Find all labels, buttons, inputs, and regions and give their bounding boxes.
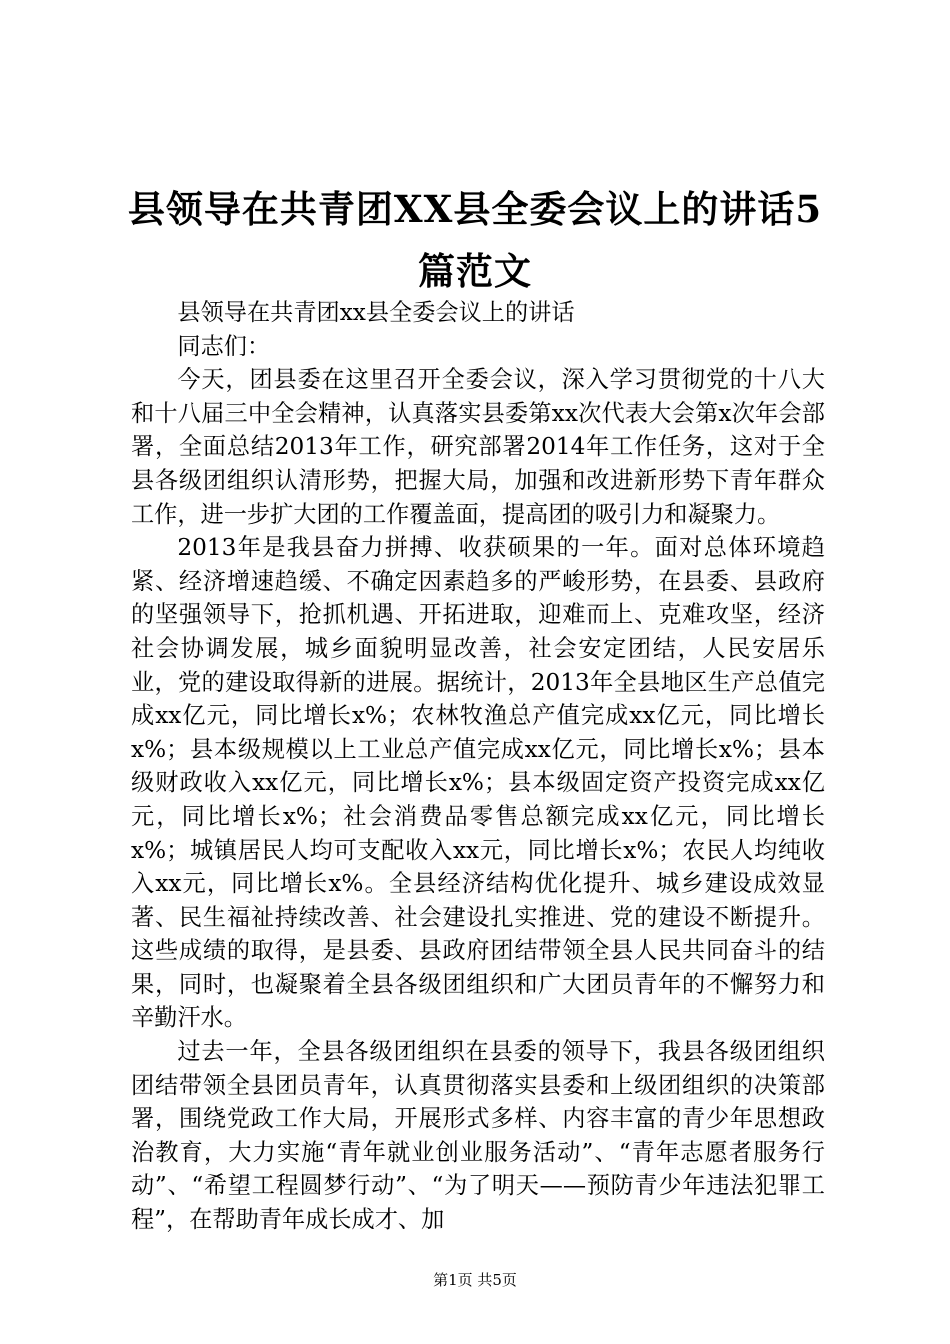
subtitle-paragraph: 县领导在共青团xx县全委会议上的讲话 xyxy=(177,299,575,326)
document-title: 县领导在共青团XX县全委会议上的讲话5篇范文 xyxy=(127,187,823,293)
body-paragraph: 过去一年，全县各级团组织在县委的领导下，我县各级团组织团结带领全县团员青年，认真贯彻落实县委和上级团组织的决策部署，围绕党政工作大局，开展形式多样、内容丰富的青少年思想政治教育，大力实施“青年就业创业服务活动”、“青年志愿者服务行动”、“希望工程圆梦行动”、“为了明天——预防青少年违法犯罪工程”，在帮助青年成长成才、加 xyxy=(131,1038,825,1234)
document-body xyxy=(131,296,825,1237)
body-paragraph: 今天，团县委在这里召开全委会议，深入学习贯彻党的十八大和十八届三中全会精神，认真落实县委第xx次代表大会第x次年会部署，全面总结2013年工作，研究部署2014年工作任务，这对于全县各级团组织认清形势，把握大局，加强和改进新形势下青年群众工作，进一步扩大团的工作覆盖面，提高团的吸引力和凝聚力。 xyxy=(131,366,825,528)
salutation-paragraph: 同志们： xyxy=(177,332,271,360)
body-paragraph: 2013年是我县奋力拼搏、收获硕果的一年。面对总体环境趋紧、经济增速趋缓、不确定因素趋多的严峻形势，在县委、县政府的坚强领导下，抢抓机遇、开拓进取，迎难而上、克难攻坚，经济社会协调发展，城乡面貌明显改善，社会安定团结，人民安居乐业，党的建设取得新的进展。据统计，2013年全县地区生产总值完成xx亿元，同比增长x%；农林牧渔总产值完成xx亿元，同比增长x%；县本级规模以上工业总产值完成xx亿元，同比增长x%；县本级财政收入xx亿元，同比增长x%；县本级固定资产投资完成xx亿元，同比增长x%；社会消费品零售总额完成xx亿元，同比增长x%；城镇居民人均可支配收入xx元，同比增长x%；农民人均纯收入xx元，同比增长x%。全县经济结构优化提升、城乡建设成效显著、民生福祉持续改善、社会建设扎实推进、党的建设不断提升。这些成绩的取得，是县委、县政府团结带领全县人民共同奋斗的结果，同时，也凝聚着全县各级团组织和广大团员青年的不懈努力和辛勤汗水。 xyxy=(131,534,825,1032)
page-footer: 第1页 共5页 xyxy=(433,1271,517,1289)
